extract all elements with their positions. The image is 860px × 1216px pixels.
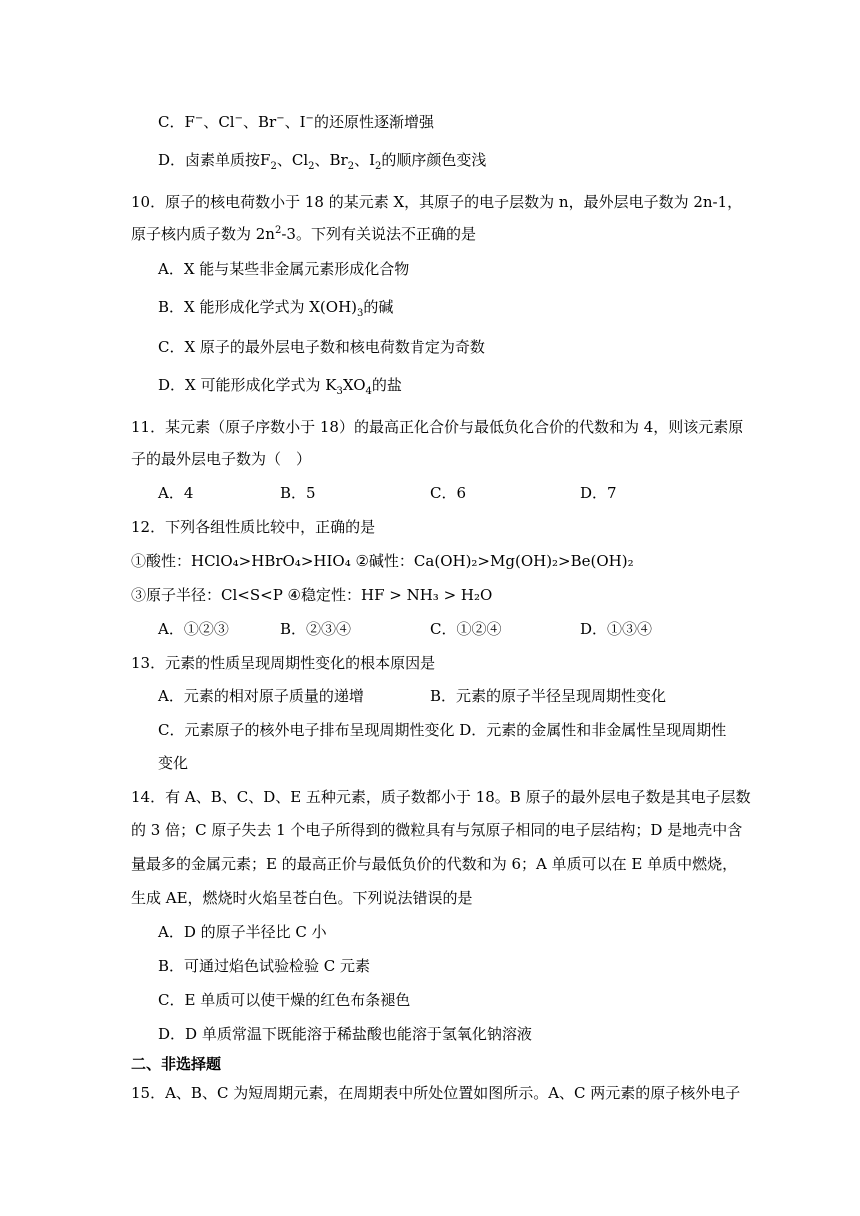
q14-option-b: B．可通过焰色试验检验 C 元素 bbox=[158, 957, 371, 975]
q13-option-d-cont: 变化 bbox=[158, 754, 189, 772]
q11-option-b: B．5 bbox=[280, 484, 316, 502]
q13-option-b: B．元素的原子半径呈现周期性变化 bbox=[430, 687, 667, 705]
q11-option-d: D．7 bbox=[580, 484, 617, 502]
q13-option-cd: C．元素原子的核外电子排布呈现周期性变化 D．元素的金属性和非金属性呈现周期性 bbox=[158, 721, 727, 739]
q12-item-line2: ③原子半径：Cl<S<P ④稳定性：HF > NH₃ > H₂O bbox=[131, 586, 493, 604]
q12-option-d: D．①③④ bbox=[580, 620, 653, 638]
q14-option-c: C．E 单质可以使干燥的红色布条褪色 bbox=[158, 991, 411, 1009]
q10-option-d: D．X 可能形成化学式为 $K_3XO_4$的盐 bbox=[158, 376, 402, 397]
q14-option-d: D．D 单质常温下既能溶于稀盐酸也能溶于氢氧化钠溶液 bbox=[158, 1025, 532, 1043]
q14-stem-line1: 14．有 A、B、C、D、E 五种元素，质子数都小于 18。B 原子的最外层电子数是其电子层数 bbox=[131, 788, 751, 806]
q11-option-c: C．6 bbox=[430, 484, 467, 502]
q13-option-a: A．元素的相对原子质量的递增 bbox=[158, 687, 364, 705]
q15-stem-line1: 15．A、B、C 为短周期元素，在周期表中所处位置如图所示。A、C 两元素的原子核外电子 bbox=[131, 1084, 741, 1102]
q10-stem-line2: 原子核内质子数为 $2n^2-3$。下列有关说法不正确的是 bbox=[131, 225, 476, 243]
q10-stem-line1: 10．原子的核电荷数小于 18 的某元素 X，其原子的电子层数为 n，最外层电子数为 2n-1， bbox=[131, 193, 743, 211]
q14-option-a: A．D 的原子半径比 C 小 bbox=[158, 923, 327, 941]
q9-option-c: C．F−、Cl−、Br−、I−的还原性逐渐增强 bbox=[158, 113, 434, 131]
q14-stem-line2: 的 3 倍；C 原子失去 1 个电子所得到的微粒具有与氖原子相同的电子层结构；D 是地壳中含 bbox=[131, 821, 743, 839]
q10-option-b: B．X 能形成化学式为 $X(OH)_3$的碱 bbox=[158, 298, 394, 319]
q11-option-a: A．4 bbox=[158, 484, 194, 502]
q12-option-a: A．①②③ bbox=[158, 620, 229, 638]
q14-stem-line3: 量最多的金属元素；E 的最高正价与最低负价的代数和为 6；A 单质可以在 E 单质中燃烧， bbox=[131, 855, 738, 873]
q12-option-b: B．②③④ bbox=[280, 620, 352, 638]
q12-item-line1: ①酸性：HClO₄>HBrO₄>HIO₄ ②碱性：Ca(OH)₂>Mg(OH)₂>Be(OH)₂ bbox=[131, 552, 634, 570]
q11-stem-line1: 11．某元素（原子序数小于 18）的最高正化合价与最低负化合价的代数和为 4，则该元素原 bbox=[131, 418, 744, 436]
q10-option-a: A．X 能与某些非金属元素形成化合物 bbox=[158, 260, 410, 278]
q14-stem-line4: 生成 AE，燃烧时火焰呈苍白色。下列说法错误的是 bbox=[131, 889, 473, 907]
q11-stem-line2: 子的最外层电子数为（ ） bbox=[131, 450, 312, 468]
q10-option-c: C．X 原子的最外层电子数和核电荷数肯定为奇数 bbox=[158, 338, 485, 356]
q9-option-d: D．卤素单质按$F_2$、$Cl_2$、$Br_2$、$I_2$的顺序颜色变浅 bbox=[158, 151, 487, 172]
q13-stem: 13．元素的性质呈现周期性变化的根本原因是 bbox=[131, 654, 436, 672]
q12-option-c: C．①②④ bbox=[430, 620, 502, 638]
q12-stem: 12．下列各组性质比较中，正确的是 bbox=[131, 518, 376, 536]
section-heading-nonchoice: 二、非选择题 bbox=[131, 1055, 222, 1073]
